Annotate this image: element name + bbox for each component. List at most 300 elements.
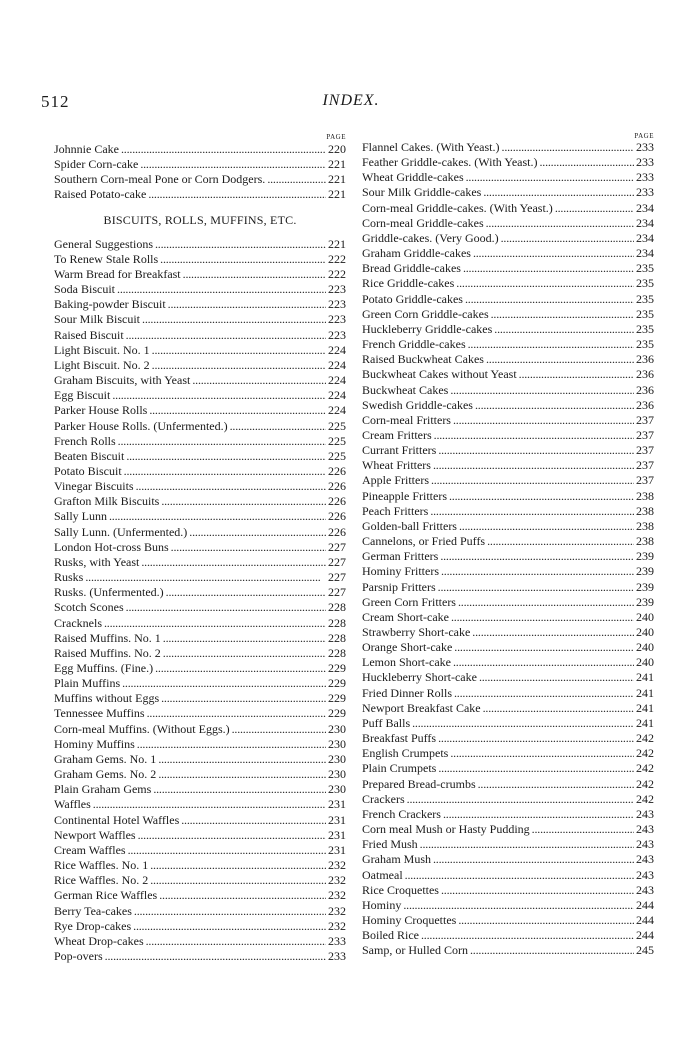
entry-label: Oatmeal: [362, 867, 403, 882]
entry-label: Berry Tea-cakes: [54, 903, 132, 918]
entry-page-number: 223: [328, 312, 346, 327]
entry-label: To Renew Stale Rolls: [54, 251, 159, 266]
index-entry: [54, 157, 346, 172]
dot-leader: [267, 172, 326, 187]
entry-label: Grafton Milk Biscuits: [54, 494, 160, 509]
dot-leader: [456, 276, 634, 291]
entry-label: Rice Waffles. No. 2: [54, 873, 149, 888]
entry-label: Raised Muffins. No. 2: [54, 645, 161, 660]
entry-page-number: 243: [636, 867, 654, 882]
entry-label: Sally Lunn: [54, 509, 107, 524]
index-entry: [362, 413, 654, 428]
entry-label: Currant Fritters: [362, 443, 437, 458]
dot-leader: [85, 570, 326, 585]
dot-leader: [153, 782, 326, 797]
entry-page-number: 227: [328, 585, 346, 600]
index-entry: [362, 868, 654, 883]
index-entry: [54, 494, 346, 509]
entry-label: Strawberry Short-cake: [362, 625, 471, 639]
dot-leader: [453, 413, 634, 428]
entry-label: Waffles: [54, 797, 91, 812]
index-entry: [54, 600, 346, 615]
dot-leader: [494, 322, 634, 337]
entry-label: Crackers: [362, 791, 405, 806]
entry-label: Cream Fritters: [362, 427, 432, 442]
index-entry: [54, 813, 346, 828]
dot-leader: [133, 919, 326, 934]
index-entries-right: [362, 140, 654, 958]
index-entry: [54, 585, 346, 600]
entry-page-number: 242: [636, 791, 654, 806]
index-entry: [362, 398, 654, 413]
index-entry: [362, 625, 654, 640]
entry-label: Corn-meal Griddle-cakes: [362, 215, 484, 230]
entry-page-number: 242: [636, 746, 654, 761]
index-entry: [54, 479, 346, 494]
index-entry: [362, 276, 654, 291]
dot-leader: [128, 843, 326, 858]
entry-page-number: 240: [636, 655, 654, 670]
entry-label: Soda Biscuit: [54, 282, 116, 297]
entry-page-number: 231: [328, 842, 346, 857]
entry-page-number: 231: [328, 827, 346, 842]
dot-leader: [183, 267, 326, 282]
dot-leader: [465, 292, 634, 307]
dot-leader: [479, 670, 634, 685]
entry-label: English Crumpets: [362, 746, 449, 761]
dot-leader: [232, 722, 326, 737]
index-entry: [362, 746, 654, 761]
dot-leader: [117, 282, 326, 297]
index-entry: [54, 676, 346, 691]
entry-label: General Suggestions: [54, 236, 153, 251]
entry-label: Breakfast Puffs: [362, 731, 437, 746]
entry-label: Rusks. (Unfermented.): [54, 585, 164, 600]
index-entry: [362, 837, 654, 852]
dot-leader: [403, 898, 634, 913]
dot-leader: [407, 792, 634, 807]
dot-leader: [136, 479, 326, 494]
entry-page-number: 235: [636, 321, 654, 336]
index-entry: [54, 843, 346, 858]
entry-label: French Griddle-cakes: [362, 337, 466, 352]
dot-leader: [487, 534, 634, 549]
dot-leader: [126, 600, 326, 615]
entry-page-number: 232: [328, 918, 346, 933]
index-entry: [362, 686, 654, 701]
index-entry: [362, 261, 654, 276]
entry-label: Graham Griddle-cakes: [362, 246, 471, 261]
entry-label: French Crackers: [362, 806, 441, 821]
index-entry: [54, 449, 346, 464]
index-entry: [54, 706, 346, 721]
index-entry: [362, 155, 654, 170]
entry-page-number: 237: [636, 427, 654, 442]
entry-page-number: 233: [636, 185, 654, 200]
entry-page-number: 242: [636, 731, 654, 746]
entry-label: Light Biscuit. No. 1: [54, 342, 150, 357]
entry-page-number: 238: [636, 488, 654, 503]
entry-label: Spider Corn-cake: [54, 157, 139, 172]
dot-leader: [152, 358, 326, 373]
entry-page-number: 224: [328, 388, 346, 403]
index-entry: [362, 458, 654, 473]
dot-leader: [134, 904, 326, 919]
entry-label: Rice Waffles. No. 1: [54, 858, 149, 873]
entry-label: Scotch Scones: [54, 600, 124, 615]
entry-label: Johnnie Cake: [54, 142, 119, 156]
index-entry: [54, 782, 346, 797]
entry-label: Plain Crumpets: [362, 761, 437, 776]
index-entry: [362, 761, 654, 776]
entry-page-number: 224: [328, 342, 346, 357]
index-entry: [362, 519, 654, 534]
dot-leader: [470, 943, 634, 958]
entry-label: Graham Mush: [362, 852, 431, 867]
dot-leader: [112, 388, 326, 403]
entry-label: German Rice Waffles: [54, 888, 158, 903]
entry-page-number: 235: [636, 261, 654, 276]
dot-leader: [438, 731, 634, 746]
entry-page-number: 227: [328, 554, 346, 569]
index-column-right: [362, 132, 654, 958]
index-entry: [54, 312, 346, 327]
index-entry: [54, 282, 346, 297]
entry-page-number: 225: [328, 448, 346, 463]
dot-leader: [438, 761, 634, 776]
index-entry: [362, 670, 654, 685]
entry-label: Buckwheat Cakes without Yeast: [362, 367, 517, 382]
entry-label: Sally Lunn. (Unfermented.): [54, 524, 188, 539]
index-entry: [362, 170, 654, 185]
entry-page-number: 236: [636, 397, 654, 412]
dot-leader: [440, 549, 634, 564]
index-entry: [54, 403, 346, 418]
entry-label: Hominy Fritters: [362, 564, 439, 579]
dot-leader: [451, 610, 634, 625]
entry-page-number: 232: [328, 858, 346, 873]
entry-page-number: 244: [636, 897, 654, 912]
index-entry: [362, 473, 654, 488]
entry-label: Southern Corn-meal Pone or Corn Dodgers.: [54, 172, 266, 187]
entry-page-number: 224: [328, 403, 346, 418]
dot-leader: [146, 934, 326, 949]
entry-label: Corn meal Mush or Hasty Pudding: [362, 822, 530, 837]
entry-label: Hominy: [362, 897, 402, 912]
index-entry: [362, 898, 654, 913]
index-entry: [54, 752, 346, 767]
entry-page-number: 235: [636, 291, 654, 306]
index-entry: [54, 737, 346, 752]
entry-label: Feather Griddle-cakes. (With Yeast.): [362, 155, 538, 170]
entry-page-number: 237: [636, 473, 654, 488]
dot-leader: [121, 142, 326, 157]
entry-page-number: 240: [636, 625, 654, 639]
dot-leader: [160, 252, 326, 267]
index-entry: [362, 883, 654, 898]
entry-page-number: 231: [328, 797, 346, 812]
entry-label: Baking-powder Biscuit: [54, 297, 166, 312]
page-column-label: PAGE: [326, 133, 346, 141]
running-title: INDEX.: [322, 92, 380, 109]
entry-label: Flannel Cakes. (With Yeast.): [362, 140, 500, 154]
entry-label: Sour Milk Griddle-cakes: [362, 185, 482, 200]
dot-leader: [126, 328, 326, 343]
dot-leader: [158, 752, 326, 767]
dot-leader: [454, 640, 634, 655]
dot-leader: [501, 231, 634, 246]
entry-page-number: 221: [328, 236, 346, 251]
dot-leader: [475, 398, 634, 413]
entry-label: French Rolls: [54, 433, 116, 448]
entry-label: Cream Short-cake: [362, 609, 449, 624]
entry-label: Samp, or Hulled Corn: [362, 943, 468, 958]
entry-page-number: 227: [328, 539, 346, 554]
index-entry: [54, 888, 346, 903]
dot-leader: [122, 676, 326, 691]
entry-label: Potato Biscuit: [54, 463, 122, 478]
entry-page-number: 222: [328, 266, 346, 281]
index-entry: [362, 246, 654, 261]
entry-page-number: 228: [328, 600, 346, 615]
index-entry: [54, 237, 346, 252]
entry-page-number: 241: [636, 685, 654, 700]
index-entry: [54, 252, 346, 267]
entry-page-number: 239: [636, 594, 654, 609]
dot-leader: [192, 373, 326, 388]
index-entry: [362, 701, 654, 716]
entry-label: Graham Gems. No. 2: [54, 767, 157, 782]
dot-leader: [168, 297, 326, 312]
index-entry: [54, 858, 346, 873]
dot-leader: [181, 813, 326, 828]
entry-page-number: 224: [328, 357, 346, 372]
entry-page-number: 233: [636, 155, 654, 170]
entry-page-number: 226: [328, 509, 346, 524]
index-entry: [362, 231, 654, 246]
entry-page-number: 237: [636, 443, 654, 458]
entry-page-number: 243: [636, 822, 654, 837]
dot-leader: [434, 428, 634, 443]
dot-leader: [171, 540, 326, 555]
entry-page-number: 229: [328, 706, 346, 721]
entry-label: Muffins without Eggs: [54, 691, 160, 706]
entry-label: Orange Short-cake: [362, 640, 453, 655]
dot-leader: [491, 307, 634, 322]
dot-leader: [149, 403, 326, 418]
entry-label: Vinegar Biscuits: [54, 479, 134, 494]
dot-leader: [109, 509, 326, 524]
entry-label: Fried Dinner Rolls: [362, 685, 452, 700]
entry-page-number: 224: [328, 373, 346, 388]
entry-page-number: 241: [636, 715, 654, 730]
index-entry: [362, 610, 654, 625]
index-entry: [362, 640, 654, 655]
entry-page-number: 228: [328, 615, 346, 630]
entry-page-number: 227: [328, 570, 346, 585]
index-entry: [362, 292, 654, 307]
entry-label: Wheat Griddle-cakes: [362, 170, 464, 185]
entry-page-number: 230: [328, 782, 346, 797]
entry-label: Apple Fritters: [362, 473, 429, 488]
entry-page-number: 230: [328, 721, 346, 736]
entry-page-number: 225: [328, 433, 346, 448]
entry-page-number: 233: [328, 948, 346, 963]
index-entry: [362, 185, 654, 200]
dot-leader: [147, 706, 326, 721]
entry-page-number: 235: [636, 276, 654, 291]
entry-label: Cracknels: [54, 615, 102, 630]
entry-label: Newport Breakfast Cake: [362, 700, 481, 715]
index-entry: [54, 873, 346, 888]
index-entry: [54, 767, 346, 782]
index-entry: [362, 201, 654, 216]
index-entry: [54, 434, 346, 449]
entry-page-number: 232: [328, 903, 346, 918]
entry-label: Plain Graham Gems: [54, 782, 152, 797]
dot-leader: [166, 585, 326, 600]
dot-leader: [458, 913, 634, 928]
entry-page-number: 243: [636, 882, 654, 897]
entry-page-number: 239: [636, 564, 654, 579]
entry-label: Swedish Griddle-cakes: [362, 397, 473, 412]
entry-page-number: 234: [636, 246, 654, 261]
entry-page-number: 235: [636, 306, 654, 321]
dot-leader: [441, 564, 634, 579]
index-entry: [362, 443, 654, 458]
entry-label: Fried Mush: [362, 837, 418, 852]
dot-leader: [454, 686, 634, 701]
dot-leader: [449, 489, 634, 504]
entry-label: Bread Griddle-cakes: [362, 261, 461, 276]
entry-page-number: 243: [636, 837, 654, 852]
entry-page-number: 237: [636, 412, 654, 427]
entry-label: Rice Griddle-cakes: [362, 276, 455, 291]
section-heading: BISCUITS, ROLLS, MUFFINS, ETC.: [103, 212, 297, 227]
dot-leader: [405, 868, 634, 883]
dot-leader: [104, 616, 326, 631]
index-entry: [362, 534, 654, 549]
index-entry: [54, 904, 346, 919]
dot-leader: [532, 822, 634, 837]
entry-page-number: 233: [328, 933, 346, 948]
index-entry: [54, 187, 346, 202]
dot-leader: [124, 464, 326, 479]
index-entry: [54, 616, 346, 631]
entry-page-number: 234: [636, 200, 654, 215]
dot-leader: [433, 852, 634, 867]
index-column-left: [54, 132, 346, 964]
index-entry: [362, 337, 654, 352]
dot-leader: [459, 519, 634, 534]
entry-page-number: 242: [636, 761, 654, 776]
dot-leader: [433, 458, 634, 473]
entry-page-number: 238: [636, 534, 654, 549]
entry-page-number: 221: [328, 157, 346, 172]
entry-page-number: 244: [636, 928, 654, 943]
index-entry: [362, 367, 654, 382]
index-entry: [362, 792, 654, 807]
dot-leader: [443, 807, 634, 822]
entry-page-number: 232: [328, 873, 346, 888]
dot-leader: [140, 157, 326, 172]
entry-label: Wheat Drop-cakes: [54, 933, 144, 948]
entry-label: Puff Balls: [362, 715, 411, 730]
index-entry: [54, 919, 346, 934]
entry-label: Cream Waffles: [54, 842, 126, 857]
dot-leader: [483, 185, 634, 200]
entry-page-number: 234: [636, 230, 654, 245]
entry-label: Parker House Rolls: [54, 403, 148, 418]
index-entry: [362, 716, 654, 731]
entry-label: Buckwheat Cakes: [362, 382, 449, 397]
entry-label: Graham Gems. No. 1: [54, 751, 157, 766]
dot-leader: [161, 691, 326, 706]
entry-page-number: 241: [636, 700, 654, 715]
index-entry: [362, 383, 654, 398]
dot-leader: [421, 928, 634, 943]
entry-page-number: 242: [636, 776, 654, 791]
entry-page-number: 223: [328, 297, 346, 312]
dot-leader: [155, 661, 326, 676]
index-entry: [54, 388, 346, 403]
index-entry: [54, 570, 346, 585]
dot-leader: [441, 883, 634, 898]
entry-label: Wheat Fritters: [362, 458, 431, 473]
entry-label: Huckleberry Griddle-cakes: [362, 321, 493, 336]
entry-label: Boiled Rice: [362, 928, 419, 943]
entry-label: Tennessee Muffins: [54, 706, 145, 721]
entry-label: Lemon Short-cake: [362, 655, 451, 670]
dot-leader: [438, 580, 634, 595]
entry-label: Light Biscuit. No. 2: [54, 357, 150, 372]
index-entry: [362, 352, 654, 367]
index-entries-top: [54, 142, 346, 203]
entry-label: Corn-meal Griddle-cakes. (With Yeast.): [362, 200, 553, 215]
entry-page-number: 221: [328, 187, 346, 202]
index-entry: [362, 943, 654, 958]
dot-leader: [486, 216, 634, 231]
entry-page-number: 229: [328, 661, 346, 675]
entry-page-number: 240: [636, 609, 654, 624]
dot-leader: [468, 337, 634, 352]
entry-page-number: 234: [636, 215, 654, 230]
index-entries-main: [54, 237, 346, 965]
entry-page-number: 231: [328, 812, 346, 827]
entry-page-number: 245: [636, 943, 654, 958]
dot-leader: [150, 873, 326, 888]
index-entry: [54, 509, 346, 524]
index-entry: [54, 949, 346, 964]
dot-leader: [152, 343, 326, 358]
entry-page-number: 226: [328, 463, 346, 478]
entry-label: Potato Griddle-cakes: [362, 291, 463, 306]
dot-leader: [230, 419, 326, 434]
index-entry: [54, 555, 346, 570]
entry-label: Peach Fritters: [362, 503, 429, 518]
index-entry: [54, 691, 346, 706]
dot-leader: [450, 746, 634, 761]
entry-label: Pineapple Fritters: [362, 488, 447, 503]
index-entry: [54, 297, 346, 312]
entry-page-number: 229: [328, 676, 346, 691]
index-entry: [362, 489, 654, 504]
entry-page-number: 243: [636, 806, 654, 821]
index-entry: [362, 852, 654, 867]
dot-leader: [539, 155, 634, 170]
entry-page-number: 233: [636, 140, 654, 154]
dot-leader: [463, 261, 634, 276]
